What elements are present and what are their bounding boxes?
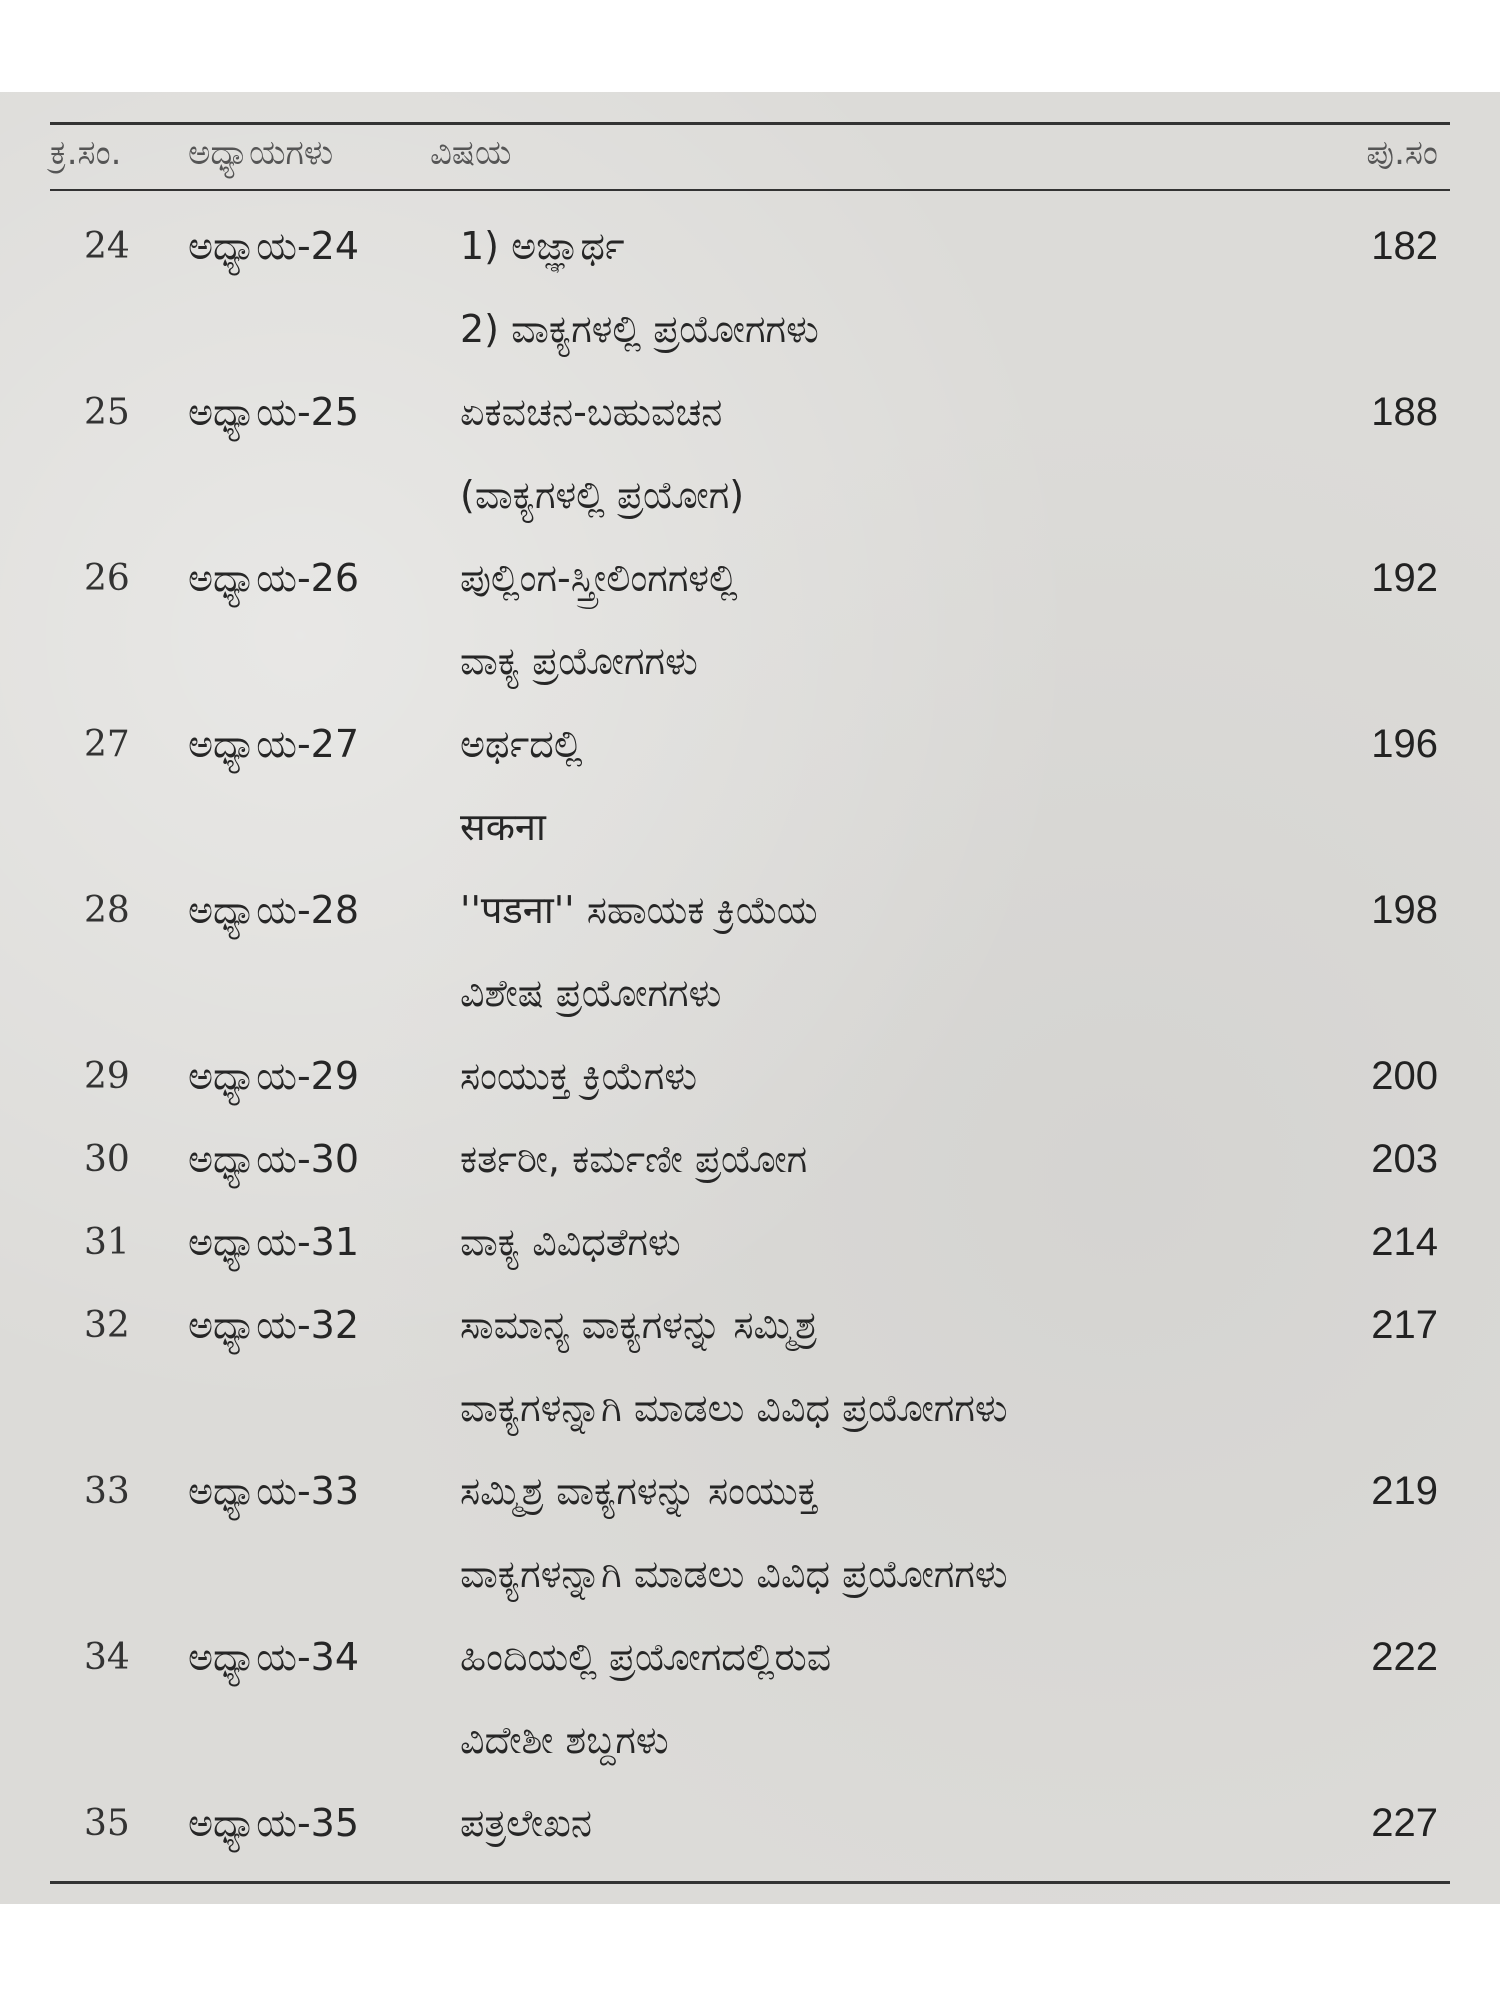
toc-row xyxy=(50,703,1450,869)
topic-line: ಏಕವಚನ-ಬಹುವಚನ xyxy=(460,390,723,434)
chapter-topic xyxy=(460,205,1300,371)
page-number: 196 xyxy=(1371,722,1438,766)
chapter-number: 29 xyxy=(84,1056,130,1097)
topic-line: ವಿಶೇಷ ಪ್ರಯೋಗಗಳು xyxy=(460,971,722,1015)
chapter-number: 25 xyxy=(84,392,130,433)
bottom-rule xyxy=(50,1881,1450,1884)
page-number: 219 xyxy=(1371,1469,1438,1513)
page-number: 222 xyxy=(1371,1635,1438,1679)
topic-line: ಸಾಮಾನ್ಯ ವಾಕ್ಯಗಳನ್ನು ಸಮ್ಮಿಶ್ರ xyxy=(460,1303,818,1347)
chapter-label: ಅಧ್ಯಾಯ-25 xyxy=(188,390,360,434)
page-number: 214 xyxy=(1371,1220,1438,1264)
chapter-topic xyxy=(460,1118,1300,1201)
chapter-topic xyxy=(460,703,1300,869)
chapter-topic xyxy=(460,1035,1300,1118)
chapter-topic xyxy=(460,1284,1300,1450)
chapter-number: 31 xyxy=(84,1222,130,1263)
toc-row xyxy=(50,371,1450,537)
topic-line: (ವಾಕ್ಯಗಳಲ್ಲಿ ಪ್ರಯೋಗ) xyxy=(460,473,745,517)
chapter-number: 27 xyxy=(84,724,130,765)
toc-row xyxy=(50,537,1450,703)
scanned-page xyxy=(0,92,1500,1904)
chapter-label: ಅಧ್ಯಾಯ-24 xyxy=(188,224,360,268)
chapter-label: ಅಧ್ಯಾಯ-34 xyxy=(188,1635,360,1679)
toc-row xyxy=(50,869,1450,1035)
page-number: 200 xyxy=(1371,1054,1438,1098)
topic-line: सकना xyxy=(460,805,546,849)
topic-line: ಸಮ್ಮಿಶ್ರ ವಾಕ್ಯಗಳನ್ನು ಸಂಯುಕ್ತ xyxy=(460,1469,819,1513)
topic-line: ವಾಕ್ಯ ವಿವಿಧತೆಗಳು xyxy=(460,1220,681,1264)
page-number: 203 xyxy=(1371,1137,1438,1181)
toc-row xyxy=(50,1450,1450,1616)
topic-line: ಪುಲ್ಲಿಂಗ-ಸ್ತ್ರೀಲಿಂಗಗಳಲ್ಲಿ xyxy=(460,556,738,600)
topic-line: ವಿದೇಶೀ ಶಬ್ದಗಳು xyxy=(460,1718,669,1762)
chapter-label: ಅಧ್ಯಾಯ-31 xyxy=(188,1220,360,1264)
chapter-topic xyxy=(460,1616,1300,1782)
topic-line: ವಾಕ್ಯಗಳನ್ನಾಗಿ ಮಾಡಲು ವಿವಿಧ ಪ್ರಯೋಗಗಳು xyxy=(460,1386,1008,1430)
chapter-topic xyxy=(460,1782,1300,1865)
page-number: 217 xyxy=(1371,1303,1438,1347)
toc-rows xyxy=(50,191,1450,1875)
header-chapters: ಅಧ್ಯಾಯಗಳು xyxy=(188,133,334,173)
chapter-topic xyxy=(460,1201,1300,1284)
topic-line: ಕರ್ತರೀ, ಕರ್ಮಣೀ ಪ್ರಯೋಗ xyxy=(460,1137,808,1181)
chapter-label: ಅಧ್ಯಾಯ-35 xyxy=(188,1801,360,1845)
chapter-topic xyxy=(460,537,1300,703)
toc-row xyxy=(50,1782,1450,1865)
toc-row xyxy=(50,1616,1450,1782)
chapter-topic xyxy=(460,1450,1300,1616)
header-serial-number: ಕ್ರ.ಸಂ. xyxy=(50,133,122,173)
chapter-number: 32 xyxy=(84,1305,130,1346)
toc-row xyxy=(50,1284,1450,1450)
page-number: 192 xyxy=(1371,556,1438,600)
chapter-label: ಅಧ್ಯಾಯ-33 xyxy=(188,1469,360,1513)
toc-row xyxy=(50,1035,1450,1118)
toc-row xyxy=(50,1201,1450,1284)
page-number: 227 xyxy=(1371,1801,1438,1845)
topic-line: ಪತ್ರಲೇಖನ xyxy=(460,1801,592,1845)
topic-line: ಸಂಯುಕ್ತ ಕ್ರಿಯೆಗಳು xyxy=(460,1054,698,1098)
topic-line: 1) ಅಜ್ಞಾರ್ಥ xyxy=(460,224,625,268)
page-number: 198 xyxy=(1371,888,1438,932)
table-of-contents xyxy=(50,122,1450,1884)
chapter-label: ಅಧ್ಯಾಯ-28 xyxy=(188,888,360,932)
topic-line: ಅರ್ಥದಲ್ಲಿ xyxy=(460,722,583,766)
chapter-topic xyxy=(460,869,1300,1035)
toc-row xyxy=(50,205,1450,371)
topic-line: ಹಿಂದಿಯಲ್ಲಿ ಪ್ರಯೋಗದಲ್ಲಿರುವ xyxy=(460,1635,832,1679)
toc-row xyxy=(50,1118,1450,1201)
chapter-number: 35 xyxy=(84,1803,130,1844)
page-number: 188 xyxy=(1371,390,1438,434)
chapter-label: ಅಧ್ಯಾಯ-26 xyxy=(188,556,360,600)
chapter-label: ಅಧ್ಯಾಯ-32 xyxy=(188,1303,360,1347)
topic-line: ವಾಕ್ಯಗಳನ್ನಾಗಿ ಮಾಡಲು ವಿವಿಧ ಪ್ರಯೋಗಗಳು xyxy=(460,1552,1008,1596)
chapter-number: 26 xyxy=(84,558,130,599)
table-header xyxy=(50,125,1450,189)
chapter-label: ಅಧ್ಯಾಯ-30 xyxy=(188,1137,360,1181)
header-topic: ವಿಷಯ xyxy=(430,133,512,173)
chapter-number: 34 xyxy=(84,1637,130,1678)
chapter-label: ಅಧ್ಯಾಯ-29 xyxy=(188,1054,360,1098)
chapter-number: 28 xyxy=(84,890,130,931)
page-number: 182 xyxy=(1371,224,1438,268)
chapter-topic xyxy=(460,371,1300,537)
chapter-number: 30 xyxy=(84,1139,130,1180)
chapter-label: ಅಧ್ಯಾಯ-27 xyxy=(188,722,360,766)
topic-line: ವಾಕ್ಯ ಪ್ರಯೋಗಗಳು xyxy=(460,639,698,683)
topic-line: ''पडना'' ಸಹಾಯಕ ಕ್ರಿಯೆಯ xyxy=(460,888,818,932)
header-page-number: ಪು.ಸಂ xyxy=(1366,133,1438,173)
chapter-number: 24 xyxy=(84,226,130,267)
chapter-number: 33 xyxy=(84,1471,130,1512)
topic-line: 2) ವಾಕ್ಯಗಳಲ್ಲಿ ಪ್ರಯೋಗಗಳು xyxy=(460,307,819,351)
